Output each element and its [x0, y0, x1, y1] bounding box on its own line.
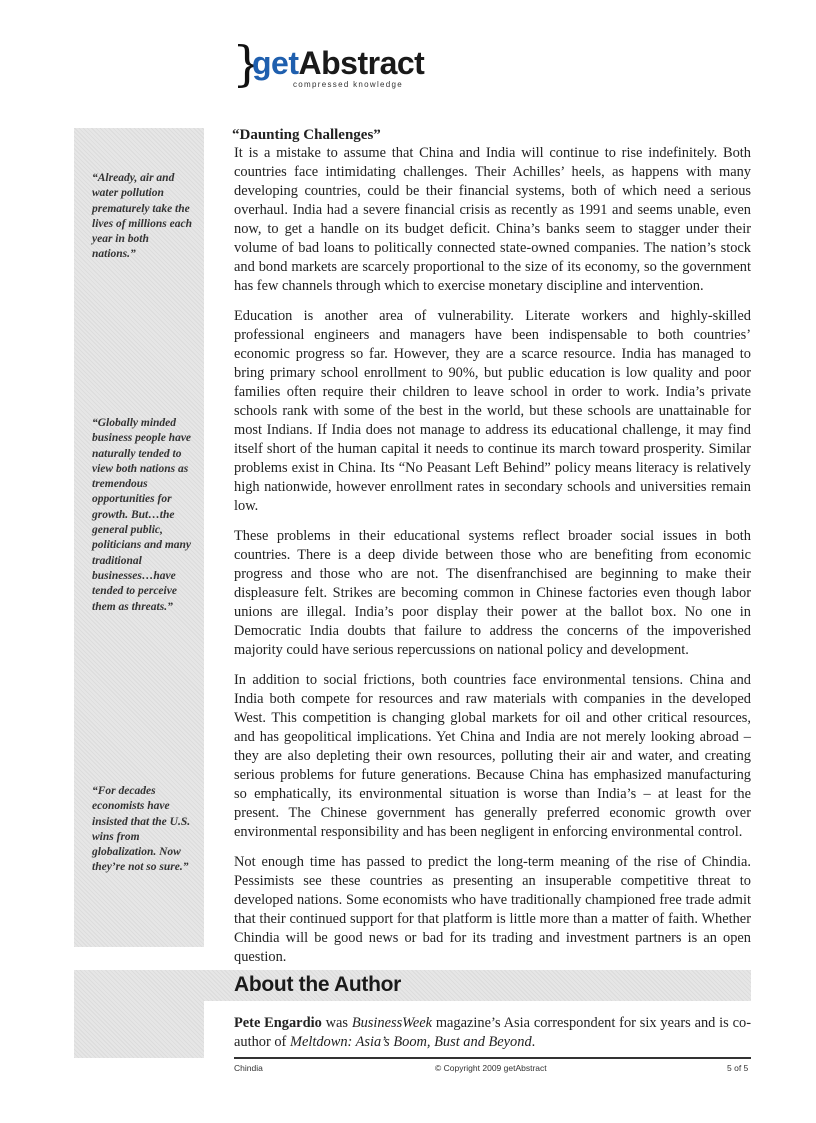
logo-wordmark: [252, 46, 424, 80]
main-content: [234, 126, 751, 978]
paragraph: These problems in their educational systems reflect broader social issues in both countries. There is a deep divide between those who are benefiting from economic progress and those who are not. The disenfranchised are beginning to make their displeasure felt. Strikes are becoming common in Chinese factories even though labor unions are illegal. India’s poor display their power at the ballot box. No one in Democratic India doubts that failure to address the concerns of the impoverished majority could have serious repercussions on national policy and development.: [234, 528, 751, 658]
footer-rule: [234, 1057, 751, 1059]
pull-quote: “For decades economists have insisted that the U.S. wins from globalization. Now they’re not so sure.”: [92, 785, 191, 874]
logo-tagline: compressed knowledge: [293, 80, 404, 89]
footer-copyright: © Copyright 2009 getAbstract: [435, 1063, 547, 1073]
paragraph: Education is another area of vulnerability. Literate workers and highly-skilled professional engineers and managers have been indispensable to both countries’ economic progress so far. However, they are a scarce resource. India has managed to bring primary school enrollment to 90%, but public education is low quality and poor families often require their children to leave school in order to work. India’s private schools rank with some of the best in the world, but these schools are unattainable for most Indians. If India does not manage to address its educational challenge, it may find itself short of the human capital it needs to continue its march toward prosperity. Similar problems exist in China. Its “No Peasant Left Behind” policy means literacy is relatively high nationwide, however enrollment rates in secondary schools and universities remain low.: [234, 308, 751, 514]
bio-text: was: [321, 1015, 352, 1031]
logo-get: get: [252, 45, 299, 81]
paragraph: It is a mistake to assume that China and India will continue to rise indefinitely. Both countries face intimidating challenges. Their Achilles’ heels, as happens with many developing countries, could be their financial systems, both of which need a serious overhaul. India had a severe financial crisis as recently as 1991 and seems unable, even now, to get a handle on its budget deficit. China’s banks seem to stagger under their volume of bad loans to politically connected state-owned companies. The nation’s stock and bond markets are scarcely proportional to the size of its economy, so the government has few channels through which to exercise monetary discipline and intervention.: [234, 145, 751, 294]
book-title: Meltdown: Asia’s Boom, Bust and Beyond: [289, 1034, 532, 1050]
logo-abstract: Abstract: [298, 45, 425, 81]
footer-title: Chindia: [234, 1063, 263, 1073]
bio-text: .: [531, 1034, 536, 1050]
paragraph: Not enough time has passed to predict the long-term meaning of the rise of Chindia. Pessimists see these countries as presenting an insuperable competitive threat to developed nations. Some economists who have traditionally championed free trade admit that their continued support for that platform is little more than a matter of faith. Whether Chindia will be good news or bad for its trading and investment partners is an open question.: [234, 854, 751, 965]
author-name: Pete Engardio: [234, 1015, 322, 1031]
logo-brace: }: [232, 36, 263, 92]
paragraph: In addition to social frictions, both countries face environmental tensions. China and India both compete for resources and raw materials with companies in the developed West. This competition is changing global markets for oil and other critical resources, and has geopolitical implications. Yet China and India are not merely looking abroad – they are also depleting their own resources, polluting their air and water, and creating serious problems for future generations. Because China has emphasized manufacturing so emphatically, its environmental situation is worse than India’s – at least for the present. The Chinese government has generally preferred economic growth over environmental responsibility and has been negligent in enforcing environmental control.: [234, 672, 751, 840]
bio-text: magazine’s Asia correspondent for six years and is co-author of: [234, 1015, 751, 1050]
sidebar-margin-lower: [74, 970, 204, 1058]
pull-quote: “Already, air and water pollution prematurely take the lives of millions each year in both nations.”: [92, 172, 192, 261]
footer-page-number: 5 of 5: [727, 1063, 749, 1073]
magazine-title: BusinessWeek: [351, 1015, 433, 1031]
section-heading: “Daunting Challenges”: [232, 127, 381, 143]
author-bio: [234, 1014, 751, 1052]
pull-quote: “Globally minded business people have naturally tended to view both nations as tremendous opportunities for growth. But…the general public, politicians and many traditional businesses…have tended to perceive them as threats.”: [92, 417, 192, 613]
about-heading: About the Author: [234, 973, 402, 996]
